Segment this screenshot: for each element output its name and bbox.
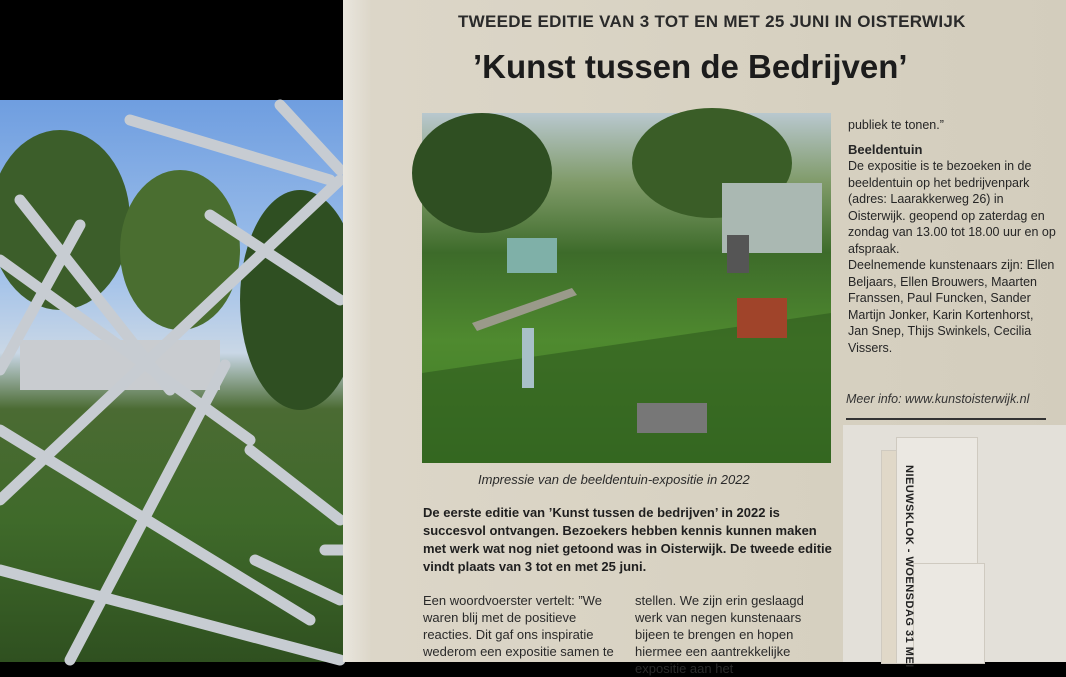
body-column-2: stellen. We zijn erin geslaagd werk van negen kunstenaars bijeen te brengen en hopen hiermee een aantrekkelijke expositie aan het (635, 593, 804, 676)
more-info-line: Meer info: www.kunstoisterwijk.nl (846, 392, 1030, 406)
body-column-1: Een woordvoerster vertelt: ”We waren blij met de positieve reacties. Dit gaf ons inspiratie wederom een expositie samen te (423, 593, 614, 659)
article-title: ’Kunst tussen de Bedrijven’ (473, 48, 908, 85)
newspaper-clipping (343, 0, 1066, 676)
sidebar-body-2: Deelnemende kunstenaars zijn: Ellen Beljaars, Ellen Brouwers, Maarten Franssen, Paul Funcken, Sander Martijn Jonker, Karin Kortenhorst, Jan Snep, Thijs Swinkels, Cecilia Vissers. (848, 258, 1055, 355)
sidebar-top-line: publiek te tonen.” (848, 118, 944, 132)
sidebar-body-1: De expositie is te bezoeken in de beeldentuin op het bedrijvenpark (adres: Laarakkerweg 26) in Oisterwijk. geopend op zaterdag en zondag van 13.00 tot 18.00 uur en op afspraak. (848, 159, 1056, 256)
photo-caption: Impressie van de beeldentuin-expositie in 2022 (478, 472, 750, 487)
metal-rod-sculpture-photo (0, 100, 343, 662)
sidebar-heading: Beeldentuin (848, 141, 923, 157)
divider (846, 418, 1046, 420)
sculpture-photo-panel (0, 0, 343, 662)
sculpture-garden-photo (422, 113, 831, 463)
black-band (0, 0, 343, 100)
article-kicker: TWEEDE EDITIE VAN 3 TOT EN MET 25 JUNI IN OISTERWIJK (458, 12, 966, 31)
article-intro: De eerste editie van ’Kunst tussen de bedrijven’ in 2022 is succesvol ontvangen. Bezoekers hebben kennis kunnen maken met werk wat nog niet getoond was in Oisterwijk. De tweede editie vindt plaats van 3 tot en met 25 juni. (423, 505, 832, 574)
stacked-clippings (843, 425, 1066, 668)
sculpture-rods (0, 100, 343, 662)
sidebar-column (848, 117, 1056, 356)
clipping-strip-label: NIEUWSKLOK - WOENSDAG 31 MEI (903, 465, 915, 668)
